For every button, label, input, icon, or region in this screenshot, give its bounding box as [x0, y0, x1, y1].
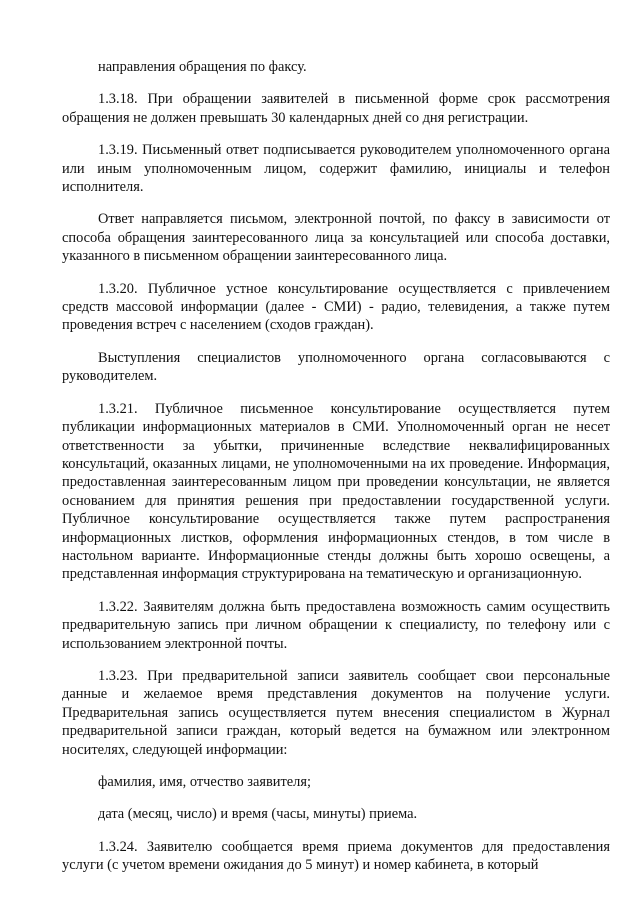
paragraph-1-3-24: 1.3.24. Заявителю сообщается время приема документов для предоставления услуги (с учетом времени ожидания до 5 минут) и номер кабинета, в который [62, 838, 610, 874]
paragraph-1-3-19: 1.3.19. Письменный ответ подписывается руководителем уполномоченного органа или иным уполномоченным лицом, содержит фамилию, инициалы и телефон исполнителя. [62, 142, 610, 196]
paragraph-1-3-21: 1.3.21. Публичное письменное консультирование осуществляется путем публикации информационных материалов в СМИ. Уполномоченный орган не несет ответственности за убытки, причиненные вследствие неквалифицированных консультаций, оказанных лицами, не уполномоченными на их проведение. Информация, предоставленная заинтересованным лицом при проведении консультации, не является основанием для принятия решения при предоставлении государственной услуги. Публичное консультирование осуществляется также путем распространения информационных листков, оформления информационных стендов, в том числе в настольном варианте. Информационные стенды должны быть хорошо освещены, а представленная информация структурирована на тематическую и организационную. [62, 400, 610, 583]
paragraph-speeches: Выступления специалистов уполномоченного органа согласовываются с руководителем. [62, 349, 610, 385]
paragraph-1-3-22: 1.3.22. Заявителям должна быть предоставлена возможность самим осуществить предварительную запись при личном обращении к специалисту, по телефону или с использованием электронной почты. [62, 598, 610, 652]
paragraph-1-3-18: 1.3.18. При обращении заявителей в письменной форме срок рассмотрения обращения не должен превышать 30 календарных дней со дня регистрации. [62, 91, 610, 126]
list-item-full-name: фамилия, имя, отчество заявителя; [98, 774, 311, 790]
paragraph-answer-delivery: Ответ направляется письмом, электронной почтой, по факсу в зависимости от способа обращения заинтересованного лица за консультацией или способа доставки, указанного в письменном обращении заинтересованного лица. [62, 211, 610, 265]
document-page [62, 58, 610, 889]
list-item-date-time: дата (месяц, число) и время (часы, минуты) приема. [98, 806, 418, 823]
paragraph-1-3-23: 1.3.23. При предварительной записи заявитель сообщает свои персональные данные и желаемое время представления документов на получение услуги. Предварительная запись осуществляется путем внесения специалистом в Журнал предварительной записи граждан, который ведется на бумажном или электронном носителях, следующей информации: [62, 667, 610, 758]
paragraph-fax-continuation: направления обращения по факсу. [98, 59, 307, 75]
paragraph-1-3-20: 1.3.20. Публичное устное консультирование осуществляется с привлечением средств массовой информации (далее - СМИ) - радио, телевидения, а также путем проведения встреч с населением (сходов граждан). [62, 280, 610, 334]
